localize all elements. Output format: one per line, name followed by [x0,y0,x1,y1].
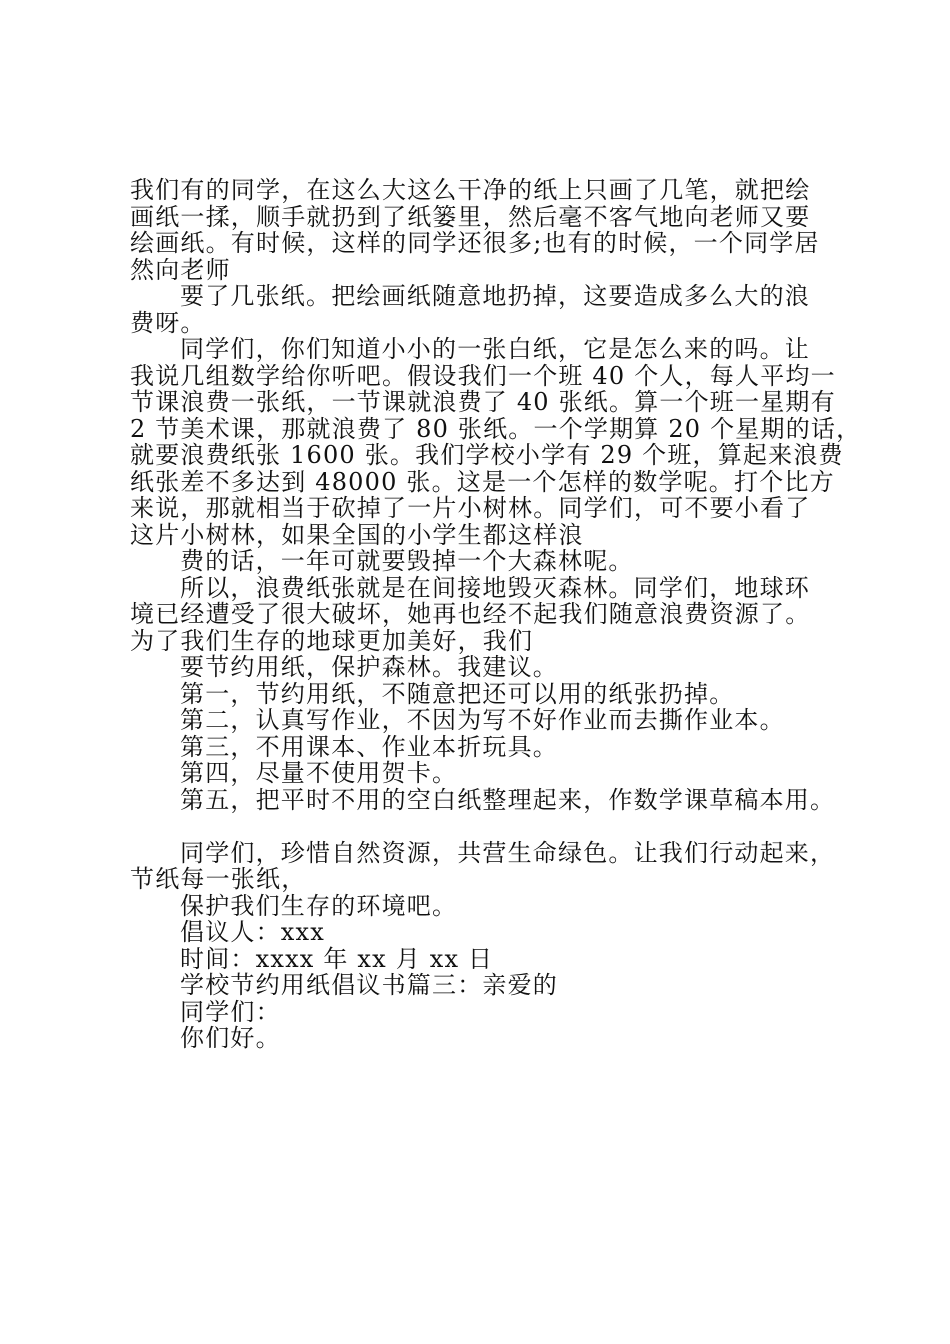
date-line: 时间：xxxx 年 xx 月 xx 日 [180,944,494,973]
text-line: 节课浪费一张纸，一节课就浪费了 40 张纸。算一个班一星期有 [130,388,836,416]
blank-line [130,813,850,840]
text-line: 纸张差不多达到 48000 张。这是一个怎样的数学呢。打个比方 [130,467,835,496]
text-line: 费呀。 [130,308,206,337]
text-line: 来说，那就相当于砍掉了一片小树林。同学们，可不要小看了 [130,494,811,522]
text-line: 画纸一揉，顺手就扔到了纸篓里，然后毫不客气地向老师又要 [130,202,811,231]
text-line: 节纸每一张纸， [130,865,307,893]
list-item: 第五，把平时不用的空白纸整理起来，作数学课草稿本用。 [180,785,836,814]
greeting: 你们好。 [180,1024,281,1052]
text-line: 2 节美术课，那就浪费了 80 张纸。一个学期算 20 个星期的话， [130,414,862,443]
text-line: 费的话，一年可就要毁掉一个大森林呢。 [180,547,634,575]
section-heading: 学校节约用纸倡议书篇三：亲爱的 [180,971,558,999]
list-item: 第四，尽量不使用贺卡。 [180,759,458,787]
text-line: 绘画纸。有时候，这样的同学还很多;也有的时候，一个同学居 [130,229,820,257]
list-item: 第一，节约用纸，不随意把还可以用的纸张扔掉。 [180,679,735,708]
salutation: 同学们： [180,997,281,1026]
text-line: 然向老师 [130,255,231,284]
text-line: 要了几张纸。把绘画纸随意地扔掉，这要造成多么大的浪 [180,282,810,310]
text-line: 境已经遭受了很大破坏，她再也经不起我们随意浪费资源了。 [130,600,811,628]
text-line: 我们有的同学，在这么大这么干净的纸上只画了几笔，就把绘 [130,176,811,204]
text-line: 同学们，珍惜自然资源，共营生命绿色。让我们行动起来， [180,838,836,867]
text-line: 保护我们生存的环境吧。 [180,891,458,920]
proposer-line: 倡议人：xxx [180,918,326,946]
list-item: 第二，认真写作业，不因为写不好作业而去撕作业本。 [180,706,785,734]
document-body [130,176,862,1052]
text-line: 就要浪费纸张 1600 张。我们学校小学有 29 个班，算起来浪费 [130,441,844,469]
text-line: 为了我们生存的地球更加美好，我们 [130,626,534,655]
text-line: 所以，浪费纸张就是在间接地毁灭森林。同学们，地球环 [180,573,810,602]
text-line: 同学们，你们知道小小的一张白纸，它是怎么来的吗。让 [180,335,810,363]
text-line: 要节约用纸，保护森林。我建议。 [180,653,558,681]
text-line: 这片小树林，如果全国的小学生都这样浪 [130,520,584,549]
list-item: 第三，不用课本、作业本折玩具。 [180,732,558,761]
text-line: 我说几组数学给你听吧。假设我们一个班 40 个人，每人平均一 [130,361,836,390]
